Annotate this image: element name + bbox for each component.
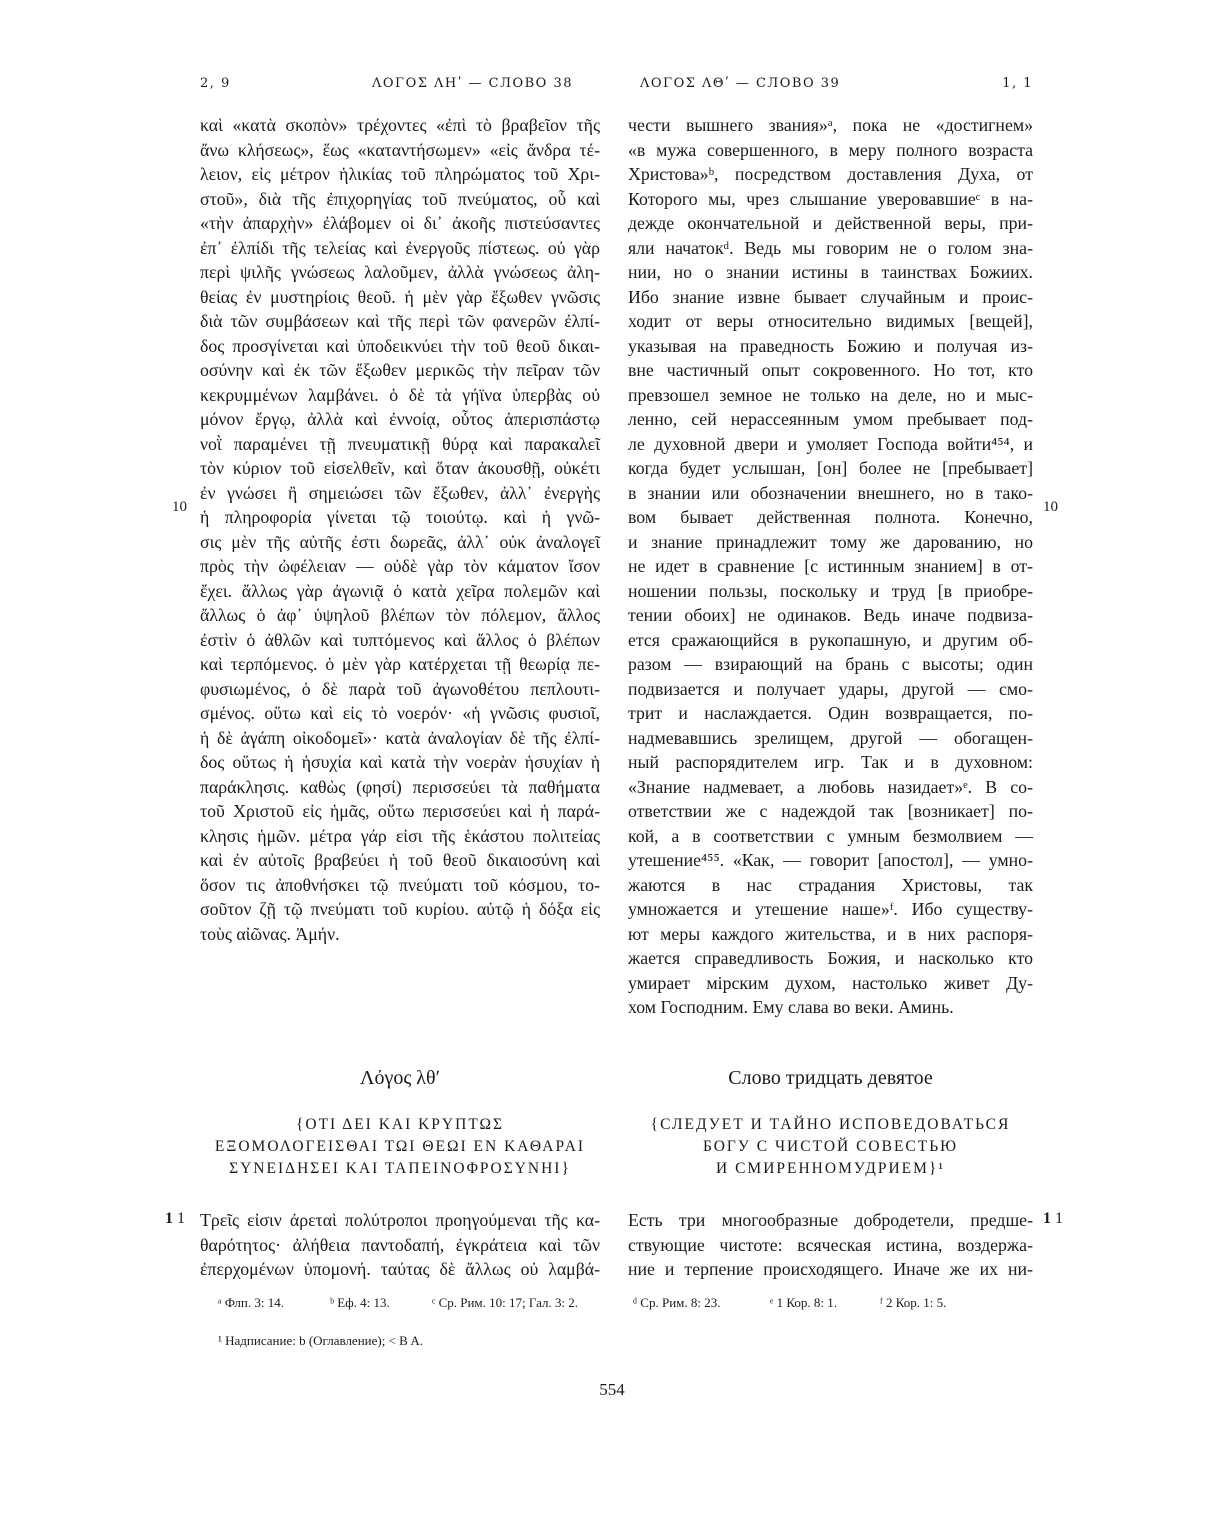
text-line: ответствии же с надеждой так [возникает] по- bbox=[628, 801, 1033, 821]
russian-text-column bbox=[628, 113, 1033, 1020]
text-line: Τρεῖς εἰσιν ἀρεταὶ πολύτροποι προηγούμεναι τῆς κα- bbox=[200, 1210, 600, 1230]
greek-subtitle-line: {ΟΤΙ ΔΕΙ ΚΑΙ ΚΡΥΠΤΩΣ bbox=[295, 1116, 505, 1133]
text-line: ἐστὶν ὁ ἀθλῶν καὶ τυπτόμενος καὶ ἄλλος ὁ βλέπων bbox=[200, 629, 600, 650]
text-line: ἄλλως ὁ ἀφ᾽ ὑψηλοῦ βλέπων τὸν πόλεμον, ἄλλος bbox=[200, 605, 600, 625]
russian-subtitle-line: БОГУ С ЧИСТОЙ СОВЕСТЬЮ bbox=[702, 1138, 959, 1155]
text-line: δος προσγίνεται καὶ ὑποδεικνύει τὴν τοῦ θεοῦ δικαι- bbox=[200, 335, 600, 356]
russian-discourse-title: Слово тридцать девятое bbox=[728, 1067, 933, 1089]
text-line: жаются в нас страдания Христовы, так bbox=[628, 874, 1033, 895]
text-line: θαρότητος· ἀλήθεια παντοδαπή, ἐγκράτεια καὶ τῶν bbox=[200, 1234, 600, 1255]
text-line: τὸν κύριον τοῦ εἰσελθεῖν, καὶ ὅταν ἀκουσθῇ, οὐκέτι bbox=[200, 458, 600, 478]
text-line: δος οὕτως ἡ ἡσυχία καὶ κατὰ τὴν νοερὰν ἡσυχίαν ἡ bbox=[200, 752, 600, 772]
text-line: ют меры каждого жительства, и в них распоря- bbox=[628, 923, 1033, 944]
text-line: σοῦτον ζῇ τῷ πνεύματι τοῦ κυρίου. αὐτῷ ἡ δόξα εἰς bbox=[200, 899, 600, 919]
apparatus-note: ¹ Надписание: b (Оглавление); < B A. bbox=[218, 1333, 423, 1348]
left-running-title: ΛΟΓΟΣ ΛΗʹ — СЛОВО 38 bbox=[372, 76, 573, 91]
text-line: ὅσον τις ἀποθνήσκει τῷ πνεύματι τοῦ κόσμου, το- bbox=[200, 874, 600, 895]
text-line: «τὴν ἀπαρχὴν» ἐλάβομεν οἱ δι᾽ ἀκοῆς πιστεύσαντες bbox=[200, 213, 600, 233]
text-line: яли начатокᵈ. Ведь мы говорим не о голом зна- bbox=[628, 237, 1033, 258]
russian-subtitle bbox=[628, 1114, 1033, 1180]
footnote-e: ᵉ 1 Кор. 8: 1. bbox=[770, 1295, 837, 1310]
text-line: Христова»ᵇ, посредством доставления Духа, от bbox=[628, 164, 1033, 184]
text-line: ле духовной двери и умоляет Господа войти⁴⁵⁴, и bbox=[628, 433, 1033, 454]
chapter-number: 1 bbox=[1043, 1210, 1051, 1227]
text-line: ношении пользы, поскольку и труд [в приобре- bbox=[628, 580, 1033, 601]
text-line: ходит от веры относительно видимых [вещей], bbox=[628, 311, 1033, 331]
text-line: и знание принадлежит тому же дарованию, но bbox=[628, 531, 1033, 552]
text-line: σμένος. οὕτω καὶ εἰς τὸ νοερόν· «ἡ γνῶσις φυσιοῖ, bbox=[200, 703, 600, 723]
right-running-title: ΛΟΓΟΣ ΛΘʹ — СЛОВО 39 bbox=[640, 76, 841, 91]
footnote-d: ᵈ Ср. Рим. 8: 23. bbox=[633, 1295, 721, 1310]
text-line: ἡ πληροφορία γίνεται τῷ τοιούτῳ. καὶ ἡ γνῶ- bbox=[200, 507, 600, 527]
text-line: превзошел земное не только на деле, но и мыс- bbox=[628, 384, 1033, 405]
line-number-right: 10 bbox=[1043, 499, 1058, 515]
section-marker-right bbox=[1043, 1210, 1063, 1228]
text-line: трит и наслаждается. Один возвращается, по- bbox=[628, 703, 1033, 723]
text-line: когда будет услышан, [он] более не [пребывает] bbox=[628, 458, 1033, 478]
text-line: ленно, сей нерассеянным умом пребывает под- bbox=[628, 409, 1033, 429]
text-line: вне частичный опыт сокровенного. Но тот, кто bbox=[628, 360, 1033, 380]
text-line: ется сражающийся в рукопашную, и другим об- bbox=[628, 629, 1033, 650]
footnote-f: ᶠ 2 Кор. 1: 5. bbox=[880, 1295, 947, 1310]
text-line: μόνον ἔργῳ, ἀλλὰ καὶ ἐννοίᾳ, οὗτος ἀπερισπάστῳ bbox=[200, 409, 600, 429]
text-line: θείας ἐν μυστηρίοις θεοῦ. ἡ μὲν γὰρ ἔξωθεν γνῶσις bbox=[200, 286, 600, 307]
verse-number: 1 bbox=[177, 1210, 185, 1227]
text-line: «Знание надмевает, а любовь назидает»ᵉ. В со- bbox=[628, 776, 1033, 797]
text-line: умирает мірским духом, настолько живет Ду- bbox=[628, 972, 1033, 993]
text-line: дежде окончательной и действенной веры, при- bbox=[628, 213, 1033, 233]
text-line: περὶ ψιλῆς γνώσεως λαλοῦμεν, ἀλλὰ γνώσεως ἀλη- bbox=[200, 262, 600, 282]
page-number: 554 bbox=[599, 1380, 625, 1399]
text-line: τοὺς αἰῶνας. Ἀμήν. bbox=[200, 923, 340, 944]
text-line: ἄνω κλήσεως», ἕως «καταντήσωμεν» «εἰς ἄνδρα τέ- bbox=[200, 139, 600, 160]
text-line: ἔχει. ἄλλως γὰρ ἀγωνιᾷ ὁ κατὰ χεῖρα πολεμῶν καὶ bbox=[200, 580, 600, 601]
text-line: σις μὲν τῆς αὐτῆς ἐστι δωρεᾶς, ἀλλ᾽ οὐκ ἀναλογεῖ bbox=[200, 531, 600, 552]
text-line: разом — взирающий на брань с высоты; один bbox=[628, 654, 1033, 674]
text-line: οσύνην καὶ ἐκ τῶν ἔξωθεν μερικῶς τὴν πεῖραν τῶν bbox=[200, 360, 600, 380]
russian-subtitle-line: И СМИРЕННОМУДРИЕМ}¹ bbox=[716, 1160, 945, 1177]
text-line: λειον, εἰς μέτρον ἡλικίας τοῦ πληρώματος τοῦ Χρι- bbox=[200, 164, 600, 184]
text-line: ный распорядителем игр. Так и в духовном: bbox=[628, 752, 1033, 772]
text-line: вом бывает действенная полнота. Конечно, bbox=[628, 507, 1033, 527]
text-line: кой, а в соответствии с умным безмолвием — bbox=[628, 825, 1033, 846]
text-line: νοῒ παραμένει τῇ πνευματικῇ θύρᾳ καὶ παρακαλεῖ bbox=[200, 433, 600, 454]
text-line: «в мужа совершенного, в меру полного возраста bbox=[628, 139, 1033, 160]
footnote-a: ᵃ Флп. 3: 14. bbox=[218, 1295, 284, 1310]
chapter-number: 1 bbox=[165, 1210, 173, 1227]
greek-text-column bbox=[200, 113, 600, 946]
text-line: κλησις ἡμῶν. μέτρα γάρ εἰσι τῆς ἑκάστου πολιτείας bbox=[200, 825, 600, 846]
text-line: τοῦ Χριστοῦ εἰς ἡμᾶς, οὕτω περισσεύει καὶ ἡ παρά- bbox=[200, 801, 600, 821]
greek-chapter-text bbox=[200, 1208, 600, 1282]
greek-subtitle-line: ΕΞΟΜΟΛΟΓΕΙΣΘΑΙ ΤΩΙ ΘΕΩΙ ΕΝ ΚΑΘΑΡΑΙ bbox=[214, 1138, 586, 1155]
text-line: ἡ δὲ ἀγάπη οἰκοδομεῖ»· κατὰ ἀναλογίαν δὲ τῆς ἐλπί- bbox=[200, 727, 600, 748]
greek-subtitle bbox=[200, 1114, 600, 1180]
verse-number: 1 bbox=[1055, 1210, 1063, 1227]
section-marker-left bbox=[165, 1210, 185, 1228]
text-line: καὶ τερπόμενος. ὁ μὲν γὰρ κατέρχεται τῇ θεωρίᾳ πε- bbox=[200, 654, 600, 674]
text-line: ствующие чистоте: всяческая истина, воздержа- bbox=[628, 1234, 1033, 1255]
text-line: нии, но о знании истины в таинствах Божиих. bbox=[628, 262, 1033, 282]
left-page-reference: 2, 9 bbox=[200, 76, 231, 91]
text-line: ἐπερχομένων ὑπομονή. ταύτας δὲ ἄλλως οὐ λαμβά- bbox=[200, 1259, 600, 1279]
footnote-b: ᵇ Еф. 4: 13. bbox=[330, 1295, 390, 1310]
text-line: утешение⁴⁵⁵. «Как, — говорит [апостол], — умно- bbox=[628, 850, 1033, 870]
right-page-reference: 1, 1 bbox=[1002, 76, 1033, 91]
text-line: φυσιωμένος, ὁ δὲ παρὰ τοῦ ἀγωνοθέτου πεπλουτι- bbox=[200, 678, 600, 699]
text-line: надмевавшись зрелищем, другой — обогащен- bbox=[628, 727, 1033, 748]
text-line: κεκρυμμένων λαμβάνει. ὁ δὲ τὰ γήϊνα ὑπερβὰς οὐ bbox=[200, 384, 600, 405]
text-line: Есть три многообразные добродетели, предше- bbox=[628, 1210, 1033, 1230]
text-line: указывая на праведность Божию и получая из- bbox=[628, 335, 1033, 356]
text-line: Которого мы, чрез слышание уверовавшиеᶜ в на- bbox=[628, 188, 1033, 209]
russian-chapter-text bbox=[628, 1208, 1033, 1282]
russian-subtitle-line: {СЛЕДУЕТ И ТАЙНО ИСПОВЕДОВАТЬСЯ bbox=[650, 1116, 1011, 1133]
text-line: Ибо знание извне бывает случайным и проис- bbox=[628, 286, 1033, 307]
text-line: ние и терпение происходящего. Иначе же их ни- bbox=[628, 1259, 1033, 1279]
text-line: καὶ «κατὰ σκοπὸν» τρέχοντες «ἐπὶ τὸ βραβεῖον τῆς bbox=[200, 115, 600, 135]
text-line: умножается и утешение наше»ᶠ. Ибо существу- bbox=[628, 899, 1033, 919]
line-number-left: 10 bbox=[172, 499, 187, 515]
text-line: жается справедливость Божия, и насколько кто bbox=[628, 948, 1033, 968]
text-line: στοῦ», διὰ τῆς ἐπιχορηγίας τοῦ πνεύματος, οὗ καὶ bbox=[200, 188, 600, 209]
greek-discourse-title: Λόγος λθʹ bbox=[360, 1067, 440, 1089]
text-line: πρὸς τὴν ὠφέλειαν — οὐδὲ γὰρ τὸν κάματον ἴσον bbox=[200, 556, 600, 576]
text-line: παράκλησις. καθὼς (φησί) περισσεύει τὰ παθήματα bbox=[200, 776, 600, 797]
greek-subtitle-line: ΣΥΝΕΙΔΗΣΕΙ ΚΑΙ ΤΑΠΕΙΝΟΦΡΟΣΥΝΗΙ} bbox=[229, 1160, 571, 1177]
footnote-c: ᶜ Ср. Рим. 10: 17; Гал. 3: 2. bbox=[432, 1295, 579, 1310]
text-line: ἐπ᾽ ἐλπίδι τῆς τελείας καὶ ἐνεργοῦς πίστεως. οὐ γὰρ bbox=[200, 237, 600, 258]
text-line: καὶ ἐν αὐτοῖς βραβεύει ἡ τοῦ θεοῦ δικαιοσύνη καὶ bbox=[200, 850, 600, 870]
text-line: ἐν γνώσει ἢ σημειώσει τῶν ἔξωθεν, ἀλλ᾽ ἐνεργὴς bbox=[200, 482, 600, 503]
text-line: тении обоих] не одинаков. Ведь иначе подвиза- bbox=[628, 605, 1033, 625]
text-line: чести вышнего звания»ᵃ, пока не «достигнем» bbox=[628, 115, 1033, 135]
text-line: не идет в сравнение [с истинным знанием] в от- bbox=[628, 556, 1033, 576]
text-line: подвизается и получает удары, другой — смо- bbox=[628, 678, 1033, 699]
text-line: хом Господним. Ему слава во веки. Аминь. bbox=[628, 997, 954, 1017]
text-line: διὰ τῶν συμβάσεων καὶ τῆς περὶ τῶν φανερῶν ἐλπί- bbox=[200, 311, 600, 331]
text-line: в знании или обозначении внешнего, но в тако- bbox=[628, 482, 1033, 503]
